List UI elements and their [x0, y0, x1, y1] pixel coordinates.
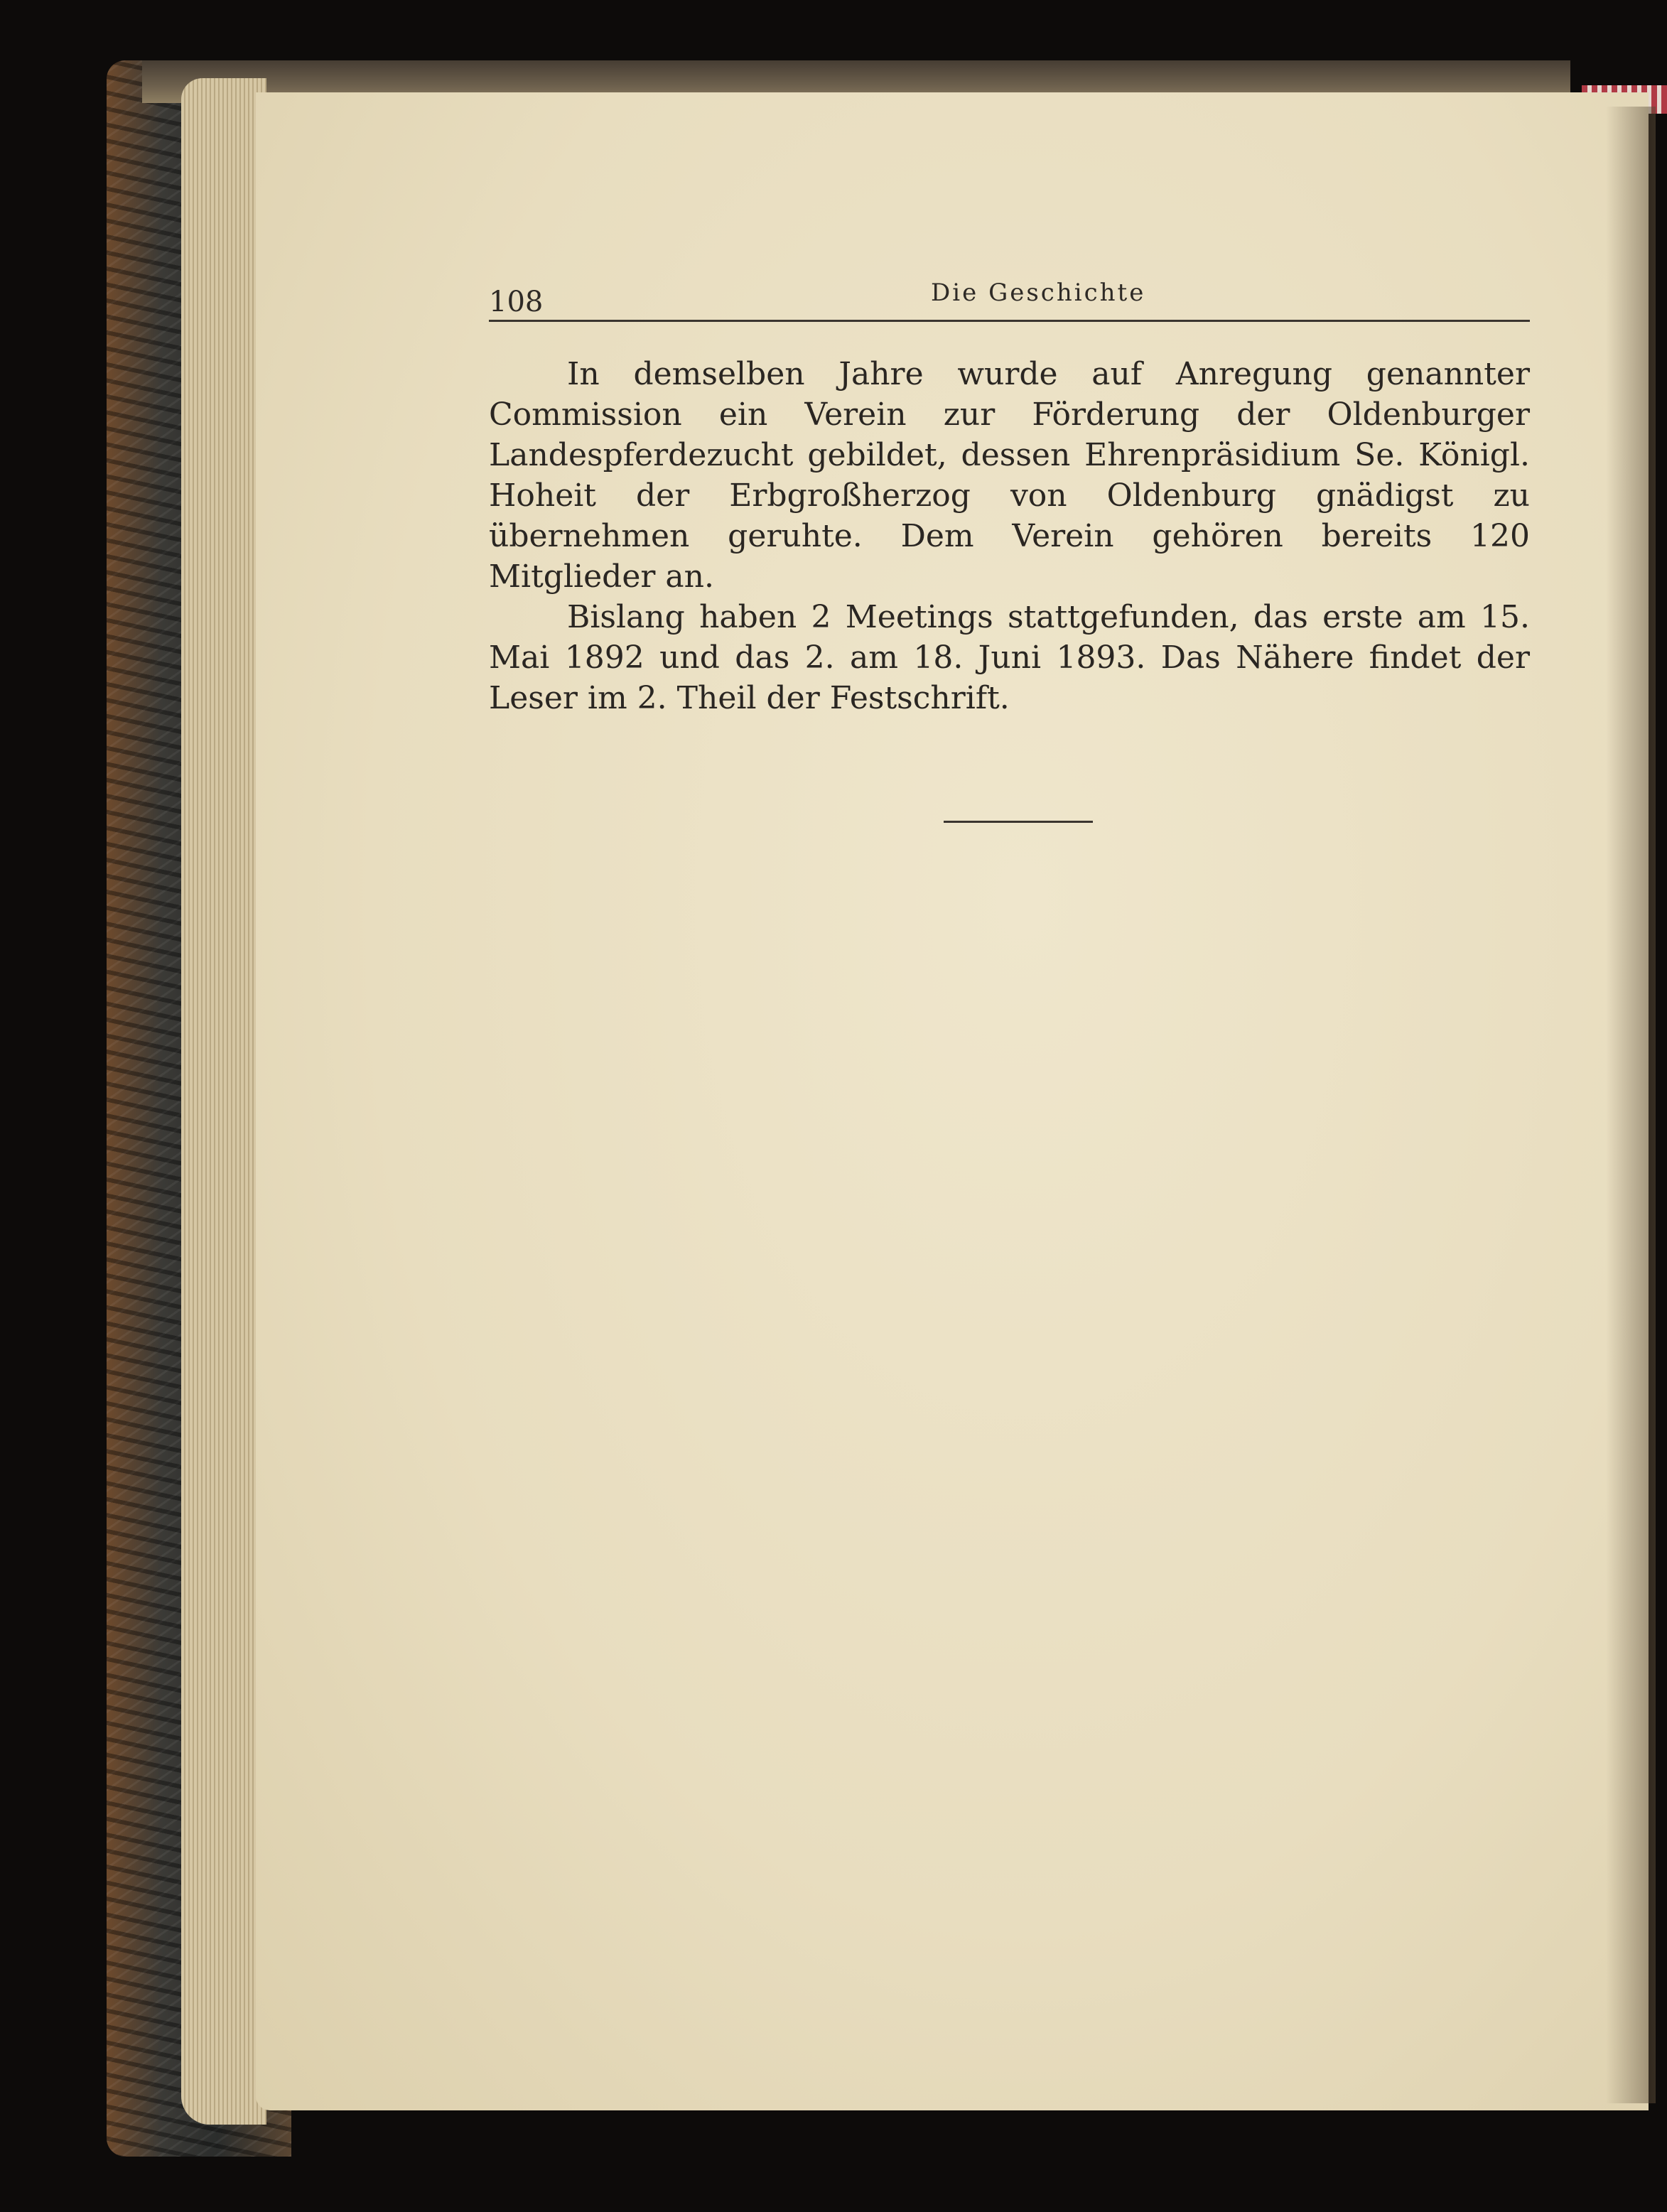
body-text: [489, 354, 1530, 718]
paragraph-1: In demselben Jahre wurde auf Anregung genannter Commission ein Verein zur Förderung der Oldenburger Landespferdezucht gebildet, dessen Ehrenpräsidium Se. Königl. Hoheit der Erbgroßherzog von Oldenburg gnädigst zu übernehmen geruhte. Dem Verein gehören bereits 120 Mitglieder an.: [489, 356, 1530, 595]
gutter-shadow: [1606, 107, 1656, 2103]
paragraph-2: Bislang haben 2 Meetings stattgefunden, das erste am 15. Mai 1892 und das 2. am 18. Juni 1893. Das Nähere findet der Leser im 2. Theil der Festschrift.: [489, 599, 1530, 716]
header-rule: [489, 320, 1530, 322]
running-title: Die Geschichte: [931, 279, 1146, 307]
page-number: 108: [489, 286, 544, 318]
section-end-rule: [944, 821, 1093, 823]
page-edges: [181, 78, 266, 2125]
